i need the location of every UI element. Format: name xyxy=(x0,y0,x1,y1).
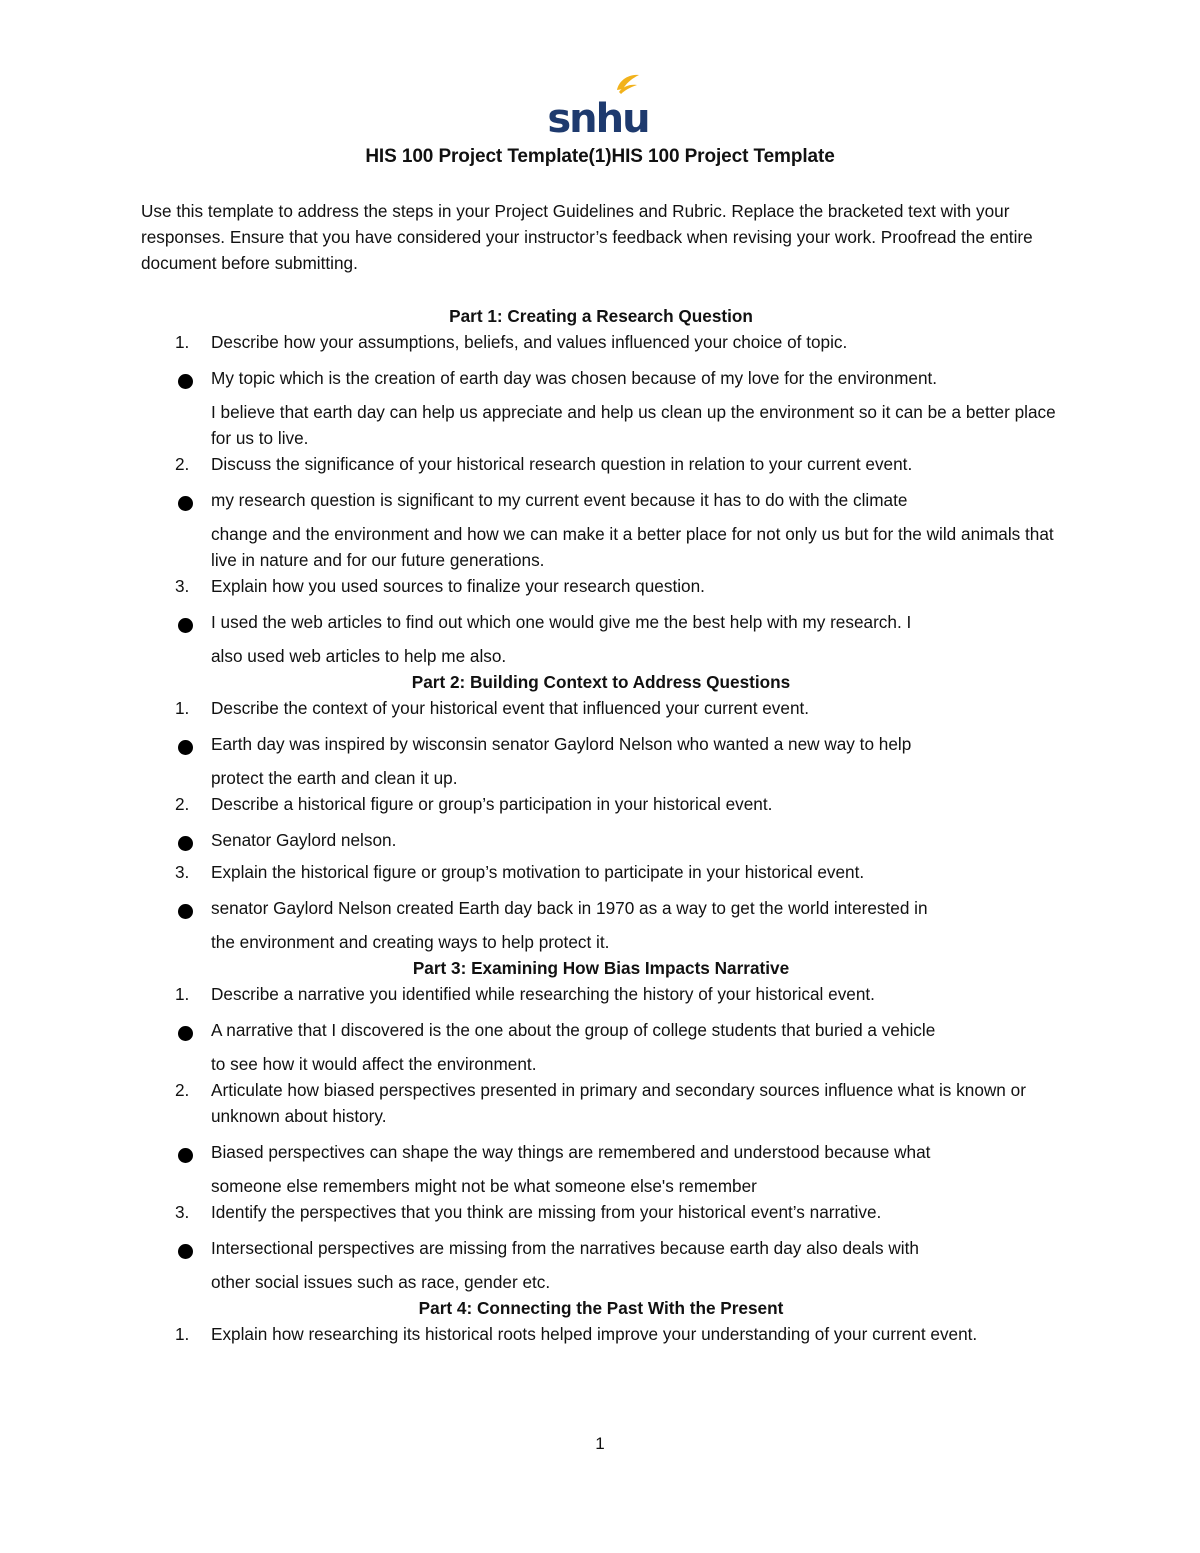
question-text: Explain how you used sources to finalize your research question. xyxy=(211,576,705,596)
answer-first-line: Biased perspectives can shape the way things are remembered and understood because what xyxy=(211,1142,931,1162)
question-text: Identify the perspectives that you think are missing from your historical event’s narrative. xyxy=(211,1202,882,1222)
answer-first-line: Intersectional perspectives are missing from the narratives because earth day also deals with xyxy=(211,1238,919,1258)
question-text: Describe a historical figure or group’s participation in your historical event. xyxy=(211,794,773,814)
question-item xyxy=(141,1321,1061,1347)
question-number: 3. xyxy=(175,576,190,596)
answer-continuation: protect the earth and clean it up. xyxy=(211,768,458,788)
answer-item xyxy=(141,359,1061,451)
bullet-icon xyxy=(178,904,193,919)
part-heading: Part 2: Building Context to Address Questions xyxy=(411,672,791,692)
intro-paragraph: Use this template to address the steps in your Project Guidelines and Rubric. Replace the bracketed text with your responses. Ensure that you have considered your instructor’s feedback when revising your work. Proofread the entire document before submitting. xyxy=(141,201,1033,273)
answer-continuation: to see how it would affect the environment. xyxy=(211,1054,537,1074)
question-item xyxy=(141,859,1061,885)
answer-first-line: my research question is significant to my current event because it has to do with the climate xyxy=(211,490,908,510)
question-item xyxy=(141,695,1061,721)
bullet-icon xyxy=(178,496,193,511)
part-heading: Part 3: Examining How Bias Impacts Narrative xyxy=(412,958,790,978)
question-number: 2. xyxy=(175,454,190,474)
answer-item xyxy=(141,725,1061,791)
bullet-icon xyxy=(178,1026,193,1041)
question-number: 1. xyxy=(175,984,190,1004)
question-text: Articulate how biased perspectives presented in primary and secondary sources influence what is known or unknown about history. xyxy=(211,1080,1026,1126)
page-number: 1 xyxy=(595,1434,605,1453)
answer-continuation: also used web articles to help me also. xyxy=(211,646,507,666)
question-item xyxy=(141,1199,1061,1225)
question-item xyxy=(141,451,1061,477)
question-text: Discuss the significance of your historical research question in relation to your current event. xyxy=(211,454,913,474)
answer-first-line: senator Gaylord Nelson created Earth day back in 1970 as a way to get the world interested in xyxy=(211,898,928,918)
answer-item xyxy=(141,1229,1061,1295)
bullet-icon xyxy=(178,374,193,389)
bullet-icon xyxy=(178,618,193,633)
question-number: 3. xyxy=(175,1202,190,1222)
question-number: 1. xyxy=(175,698,190,718)
question-text: Explain how researching its historical roots helped improve your understanding of your current event. xyxy=(211,1324,978,1344)
answer-item xyxy=(141,821,1061,859)
question-number: 2. xyxy=(175,794,190,814)
question-number: 1. xyxy=(175,332,190,352)
question-number: 1. xyxy=(175,1324,190,1344)
part-heading: Part 1: Creating a Research Question xyxy=(449,306,753,326)
answer-item xyxy=(141,603,1061,669)
bullet-icon xyxy=(178,1148,193,1163)
answer-first-line: Senator Gaylord nelson. xyxy=(211,830,397,850)
question-item xyxy=(141,981,1061,1007)
question-number: 2. xyxy=(175,1080,190,1100)
answer-continuation: the environment and creating ways to help protect it. xyxy=(211,932,610,952)
answer-first-line: Earth day was inspired by wisconsin senator Gaylord Nelson who wanted a new way to help xyxy=(211,734,912,754)
answer-continuation: other social issues such as race, gender etc. xyxy=(211,1272,551,1292)
answer-item xyxy=(141,1133,1061,1199)
answer-continuation: change and the environment and how we can make it a better place for not only us but for the wild animals that live in nature and for our future generations. xyxy=(211,524,1054,570)
answer-item xyxy=(141,889,1061,955)
answer-continuation: someone else remembers might not be what someone else's remember xyxy=(211,1176,757,1196)
question-text: Describe the context of your historical event that influenced your current event. xyxy=(211,698,810,718)
document-title: HIS 100 Project Template(1)HIS 100 Project Template xyxy=(365,146,835,167)
logo-text: snhu xyxy=(547,96,649,142)
question-item xyxy=(141,573,1061,599)
answer-first-line: My topic which is the creation of earth day was chosen because of my love for the environment. xyxy=(211,368,938,388)
question-number: 3. xyxy=(175,862,190,882)
question-item xyxy=(141,791,1061,817)
question-item xyxy=(141,329,1061,355)
part-heading: Part 4: Connecting the Past With the Present xyxy=(418,1298,784,1318)
answer-item xyxy=(141,481,1061,573)
bullet-icon xyxy=(178,740,193,755)
question-text: Describe how your assumptions, beliefs, and values influenced your choice of topic. xyxy=(211,332,848,352)
question-text: Describe a narrative you identified while researching the history of your historical event. xyxy=(211,984,875,1004)
bullet-icon xyxy=(178,1244,193,1259)
document-body xyxy=(141,303,1061,1347)
question-item xyxy=(141,1077,1061,1129)
answer-first-line: A narrative that I discovered is the one about the group of college students that buried a vehicle xyxy=(211,1020,936,1040)
question-text: Explain the historical figure or group’s motivation to participate in your historical event. xyxy=(211,862,865,882)
answer-item xyxy=(141,1011,1061,1077)
answer-first-line: I used the web articles to find out which one would give me the best help with my research. I xyxy=(211,612,912,632)
answer-continuation: I believe that earth day can help us appreciate and help us clean up the environment so it can be a better place for us to live. xyxy=(211,402,1056,448)
bullet-icon xyxy=(178,836,193,851)
snhu-logo xyxy=(547,72,649,142)
